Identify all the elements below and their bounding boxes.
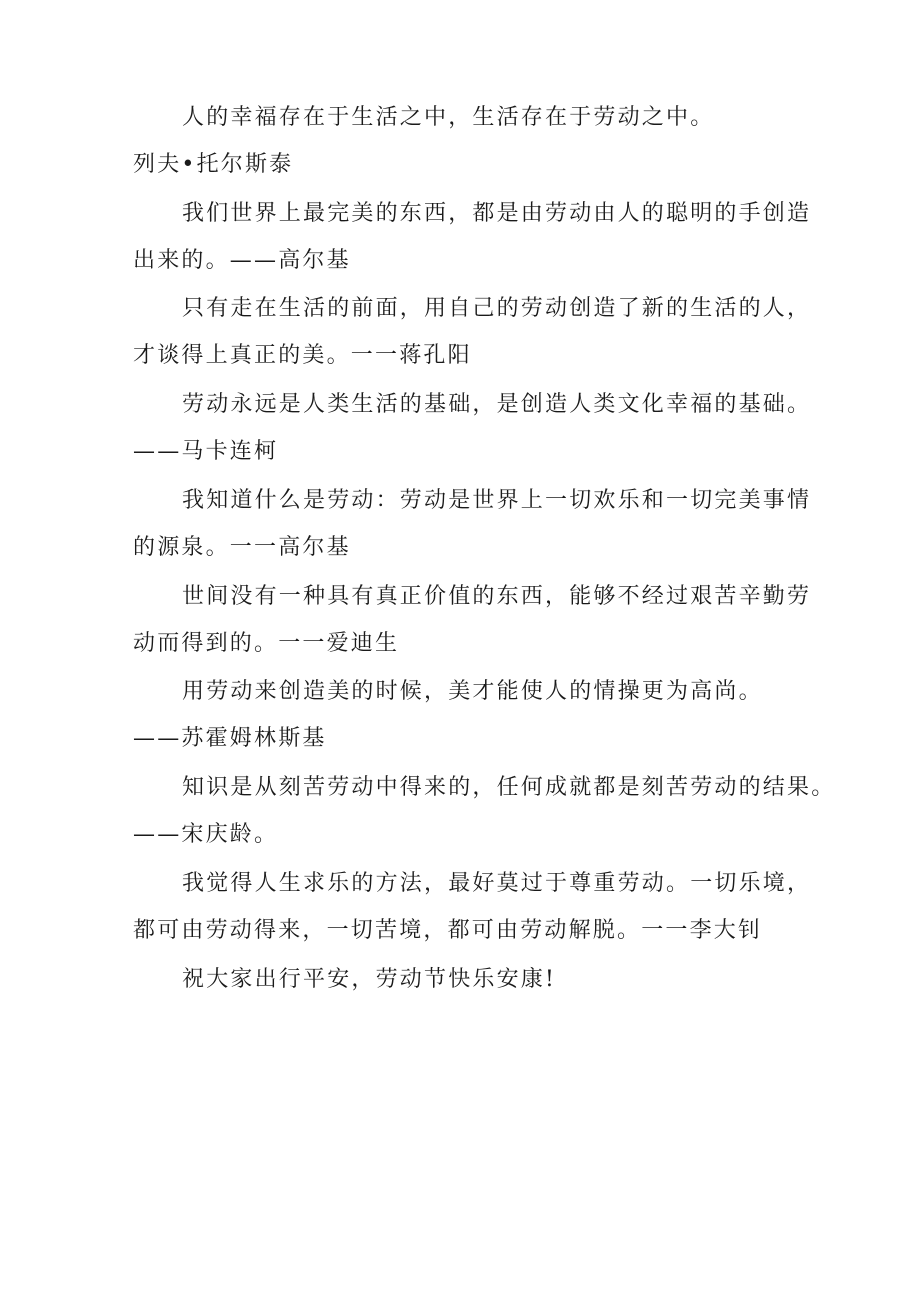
quote-attribution: ——苏霍姆林斯基 <box>133 726 327 751</box>
quote-line-continuation: 才谈得上真正的美。一一蒋孔阳 <box>133 343 472 368</box>
quote-line-continuation: 出来的。——高尔基 <box>133 248 351 273</box>
quote-line: 用劳动来创造美的时候，美才能使人的情操更为高尚。 <box>182 679 763 704</box>
quote-attribution: 列夫•托尔斯泰 <box>133 152 294 177</box>
quote-line-continuation: 的源泉。一一高尔基 <box>133 535 351 560</box>
quote-line-continuation: 都可由劳动得来，一切苦境，都可由劳动解脱。一一李大钊 <box>133 918 763 943</box>
quote-line: 人的幸福存在于生活之中，生活存在于劳动之中。 <box>182 105 715 130</box>
quote-line: 我觉得人生求乐的方法，最好莫过于尊重劳动。一切乐境， <box>182 871 812 896</box>
quote-attribution: ——马卡连柯 <box>133 439 279 464</box>
quote-line-continuation: 动而得到的。一一爱迪生 <box>133 631 400 656</box>
quote-attribution: ——宋庆龄。 <box>133 822 279 847</box>
closing-line: 祝大家出行平安，劳动节快乐安康! <box>182 967 557 992</box>
quote-line: 世间没有一种具有真正价值的东西，能够不经过艰苦辛勤劳 <box>182 584 812 609</box>
quote-line: 知识是从刻苦劳动中得来的，任何成就都是刻苦劳动的结果。 <box>182 775 836 800</box>
quote-line: 我知道什么是劳动：劳动是世界上一切欢乐和一切完美事情 <box>182 488 812 513</box>
quote-line: 劳动永远是人类生活的基础，是创造人类文化幸福的基础。 <box>182 392 812 417</box>
quote-line: 我们世界上最完美的东西，都是由劳动由人的聪明的手创造 <box>182 201 812 226</box>
quote-line: 只有走在生活的前面，用自己的劳动创造了新的生活的人， <box>182 296 812 321</box>
